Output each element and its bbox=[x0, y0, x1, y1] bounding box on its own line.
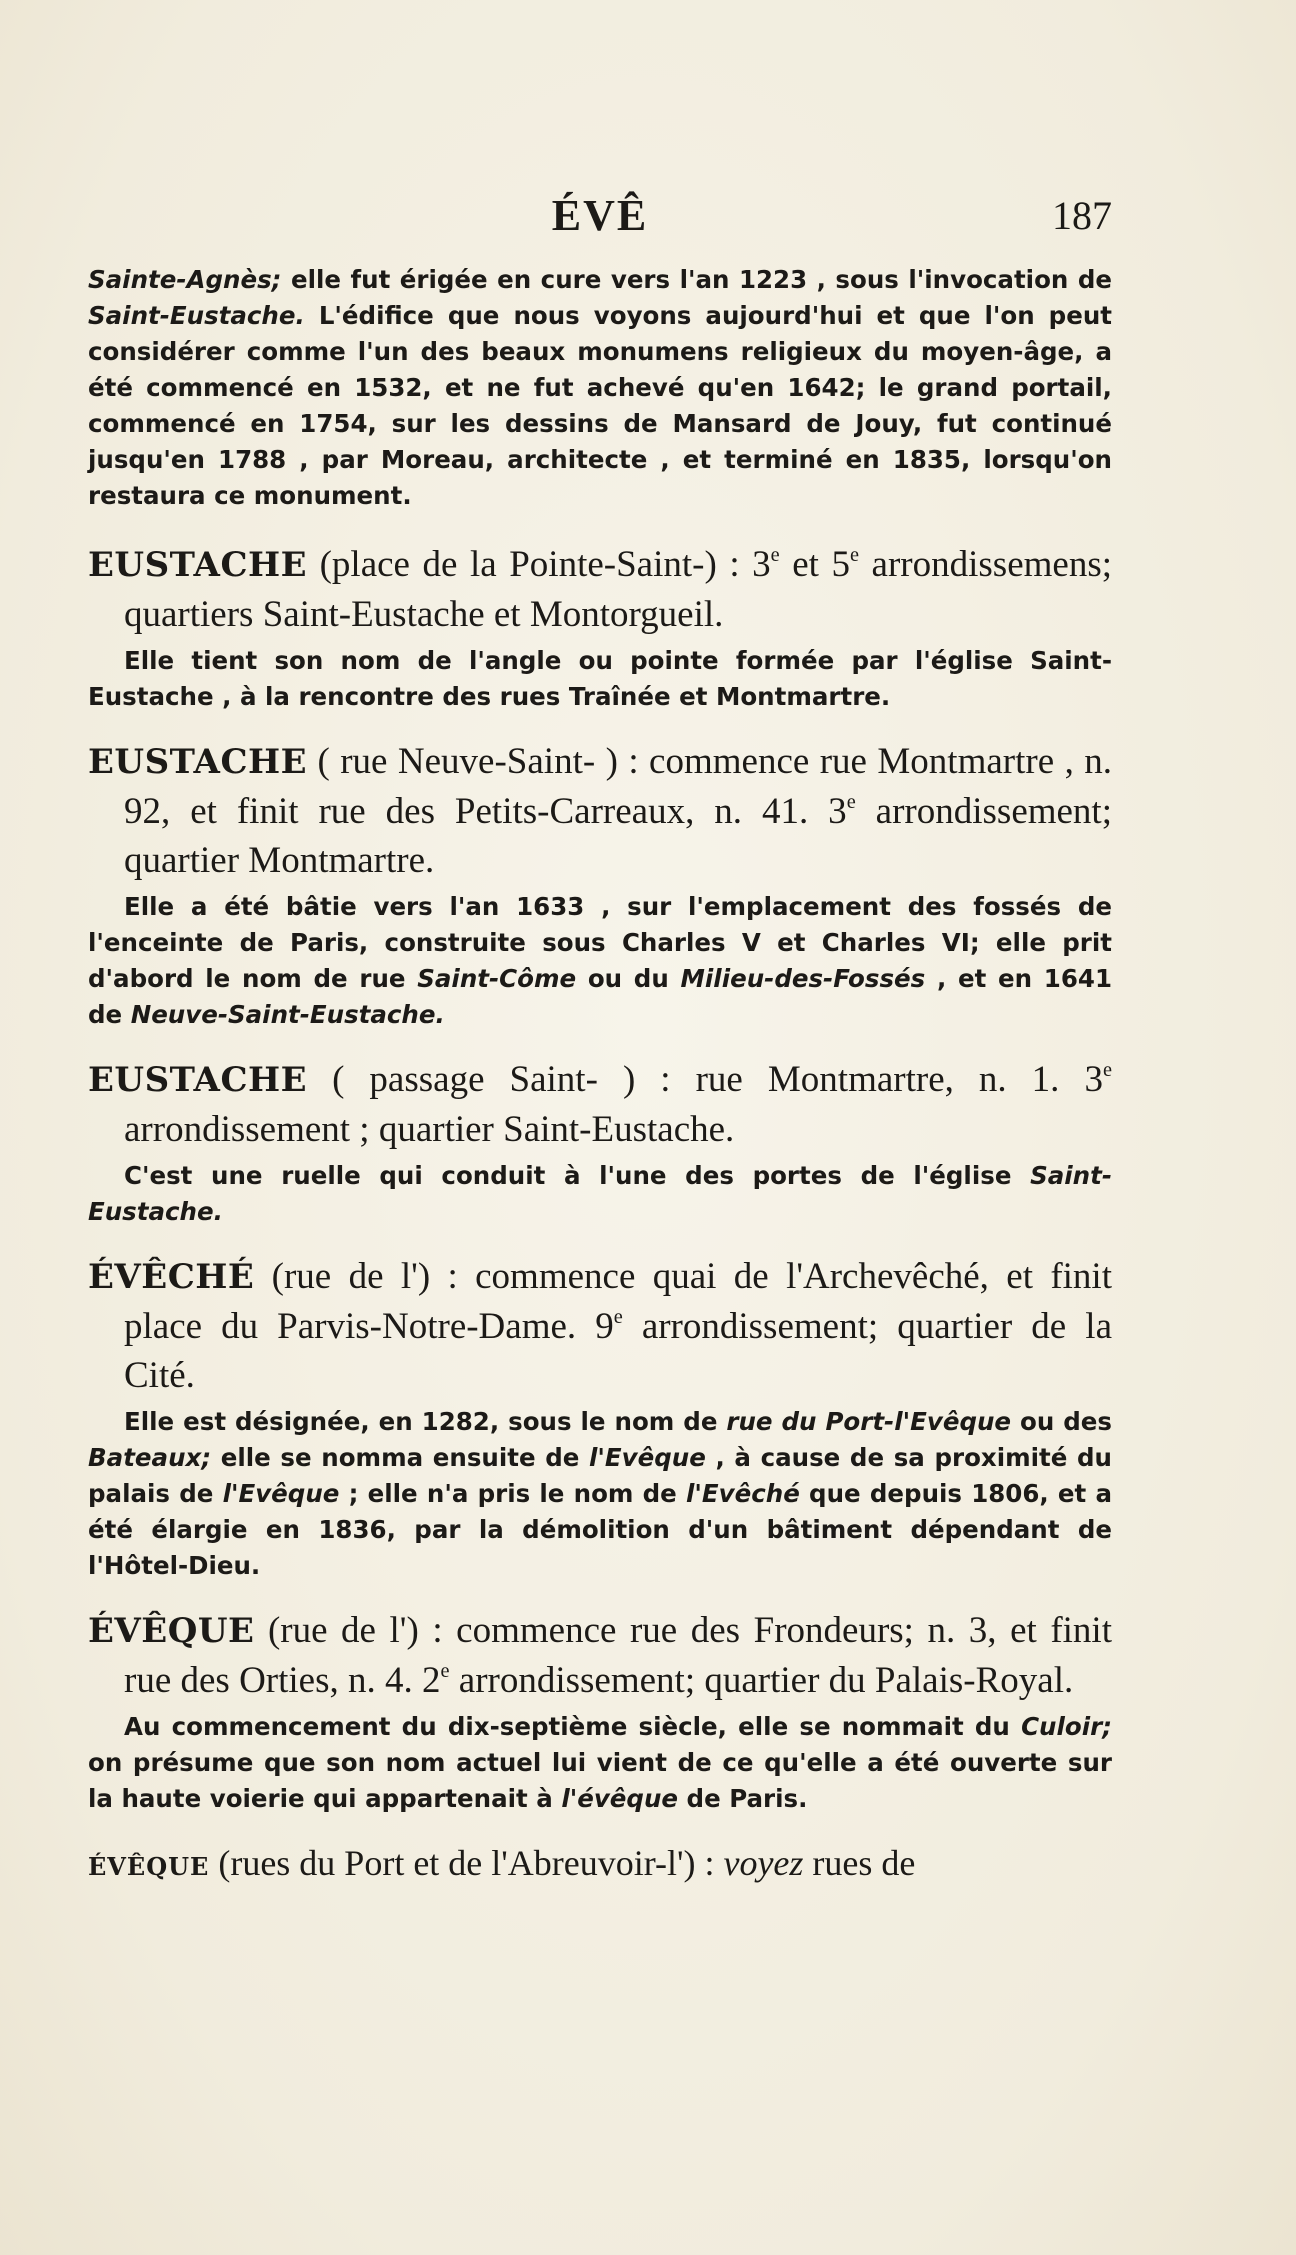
entry-rue-de-l-eveque bbox=[88, 1606, 1112, 1817]
text-run: Elle a été bâtie vers l'an 1633 , sur l'emplacement des fossés de l'enceinte de Paris, construite sous Charles V et Charles VI; elle prit d'abord le nom de rue bbox=[88, 892, 1112, 993]
text-run: elle se nomma ensuite de bbox=[211, 1443, 590, 1472]
text-run: arrondissement; quartier du Palais-Royal. bbox=[449, 1660, 1074, 1701]
text-run: (rue de l') : commence quai de l'Archevêché, et finit place du Parvis-Notre-Dame. 9 bbox=[124, 1256, 1112, 1347]
italic-text: l'Evêque bbox=[222, 1479, 340, 1508]
entry-description bbox=[124, 1610, 1112, 1701]
italic-text: Saint-Eustache. bbox=[88, 301, 305, 330]
entry-place-pointe-saint-eustache bbox=[88, 540, 1112, 715]
page-number: 187 bbox=[1052, 193, 1112, 238]
entry-heading bbox=[88, 1606, 1112, 1705]
text-run: , et en 1641 de bbox=[88, 964, 1113, 1029]
text-run: on présume que son nom actuel lui vient de ce qu'elle a été ouverte sur la haute voierie qui appartenait à bbox=[88, 1748, 1112, 1813]
entry-heading bbox=[88, 737, 1112, 885]
text-run: ou des bbox=[1011, 1407, 1112, 1436]
italic-text: Neuve-Saint-Eustache. bbox=[130, 1000, 445, 1029]
headword: ÉVÊCHÉ bbox=[88, 1257, 255, 1297]
italic-text: rue du Port-l'Evêque bbox=[726, 1407, 1012, 1436]
text-run: Au commencement du dix-septième siècle, elle se nommait du bbox=[124, 1712, 1022, 1741]
superscript: e bbox=[846, 790, 856, 813]
text-run: L'édifice que nous voyons aujourd'hui et que l'on peut considérer comme l'un des beaux monumens religieux du moyen-âge, a été commencé en 1532, et ne fut achevé qu'en 1642; le grand portail, commencé en 1754, sur les dessins de Mansard de Jouy, fut continué jusqu'en 1788 , par Moreau, architecte , et terminé en 1835, lorsqu'on restaura ce monument. bbox=[88, 301, 1112, 510]
italic-text: Culoir; bbox=[1021, 1712, 1112, 1741]
entry-passage-saint-eustache bbox=[88, 1055, 1112, 1230]
text-run: (place de la Pointe-Saint-) : 3 bbox=[307, 544, 771, 585]
text-run: ( rue Neuve-Saint- ) : commence rue Montmartre , n. 92, et finit rue des Petits-Carreaux, n. 41. 3 bbox=[124, 741, 1112, 832]
entry-note bbox=[88, 1404, 1112, 1584]
text-run: ; elle n'a pris le nom de bbox=[339, 1479, 687, 1508]
italic-text: Sainte-Agnès; bbox=[88, 265, 282, 294]
text-run: ou du bbox=[576, 964, 681, 993]
entry-note bbox=[88, 643, 1112, 715]
entry-description bbox=[209, 1843, 915, 1883]
italic-text: l'évêque bbox=[561, 1784, 679, 1813]
text-run: et 5 bbox=[779, 544, 850, 585]
italic-text: Saint-Côme bbox=[417, 964, 577, 993]
entry-rue-de-l-eveche bbox=[88, 1252, 1112, 1584]
text-run: Elle tient son nom de l'angle ou pointe formée par l'église Saint-Eustache , à la rencontre des rues Traînée et Montmartre. bbox=[88, 646, 1112, 711]
text-column bbox=[88, 262, 1112, 1891]
entry-rue-neuve-saint-eustache bbox=[88, 737, 1112, 1033]
text-run: Elle est désignée, en 1282, sous le nom de bbox=[124, 1407, 727, 1436]
headword: EUSTACHE bbox=[88, 545, 308, 585]
text-run: C'est une ruelle qui conduit à l'une des portes de l'église bbox=[124, 1161, 1031, 1190]
text-run: arrondissement; quartier de la Cité. bbox=[124, 1306, 1112, 1396]
headword: ÉVÊQUE bbox=[88, 1611, 255, 1651]
entry-rues-du-port-abreuvoir bbox=[88, 1839, 1112, 1891]
superscript: e bbox=[770, 543, 780, 566]
text-run: ( passage Saint- ) : rue Montmartre, n. 1. 3 bbox=[307, 1059, 1103, 1100]
text-run: (rue de l') : commence rue des Frondeurs; n. 3, et finit rue des Orties, n. 4. 2 bbox=[124, 1610, 1112, 1701]
italic-text: Saint-Eustache. bbox=[88, 1161, 1112, 1226]
entry-description bbox=[124, 1256, 1112, 1396]
entry-note bbox=[88, 889, 1112, 1033]
superscript: e bbox=[1102, 1058, 1112, 1081]
headword: EUSTACHE bbox=[88, 742, 308, 782]
superscript: e bbox=[613, 1305, 623, 1328]
superscript: e bbox=[849, 543, 860, 566]
italic-text: l'Evêché bbox=[686, 1479, 800, 1508]
text-run: de Paris. bbox=[678, 1784, 808, 1813]
superscript: e bbox=[440, 1659, 450, 1682]
page-header bbox=[88, 190, 1112, 250]
headword: EUSTACHE bbox=[88, 1060, 308, 1100]
entry-note bbox=[88, 1158, 1112, 1230]
text-run: arrondissement ; quartier Saint-Eustache. bbox=[124, 1109, 735, 1150]
entry-heading bbox=[88, 540, 1112, 639]
running-head: ÉVÊ bbox=[551, 191, 649, 240]
text-run: (rues du Port et de l'Abreuvoir-l') : bbox=[209, 1843, 724, 1883]
text-run: arrondissemens; quartiers Saint-Eustache et Montorgueil. bbox=[124, 544, 1113, 635]
text-run: elle fut érigée en cure vers l'an 1223 , sous l'invocation de bbox=[281, 265, 1112, 294]
text-run: rues de bbox=[803, 1843, 916, 1883]
text-run: , à cause de sa proximité du palais de bbox=[88, 1443, 1113, 1508]
italic-text: Milieu-des-Fossés bbox=[680, 964, 926, 993]
continuation-paragraph bbox=[88, 262, 1112, 514]
entry-heading bbox=[88, 1055, 1112, 1154]
entry-heading bbox=[88, 1252, 1112, 1400]
text-run: que depuis 1806, et a été élargie en 1836, par la démolition d'un bâtiment dépendant de l'Hôtel-Dieu. bbox=[88, 1479, 1112, 1580]
entry-note bbox=[88, 1709, 1112, 1817]
italic-text: Bateaux; bbox=[88, 1443, 212, 1472]
italic-text: voyez bbox=[723, 1843, 804, 1883]
italic-text: l'Evêque bbox=[589, 1443, 706, 1472]
headword: ÉVÊQUE bbox=[88, 1852, 210, 1881]
text-run: arrondissement; quartier Montmartre. bbox=[124, 791, 1112, 881]
